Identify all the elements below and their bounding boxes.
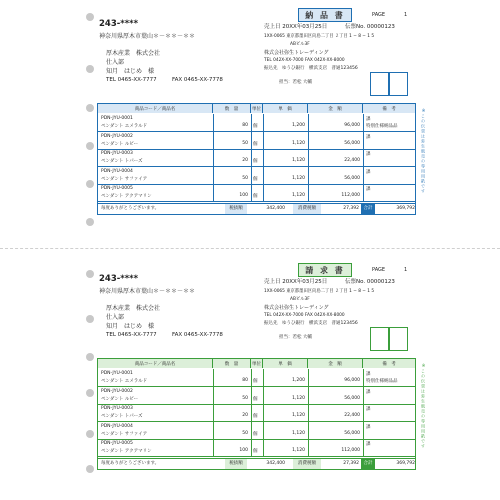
column-divider (251, 422, 252, 439)
column-divider (308, 369, 309, 386)
thanks-message: 毎度ありがとうございます。 (101, 206, 160, 211)
side-note: ※この伝票は弥生販売の専用用紙です (421, 108, 426, 194)
column-divider (308, 404, 309, 421)
stamp-box (370, 327, 389, 351)
tax-label: 消費税額 (293, 459, 321, 469)
item-name: ペンダント エメラルド (101, 379, 148, 384)
subtotal-value: 342,400 (266, 206, 285, 211)
column-divider (251, 404, 252, 421)
item-name: ペンダント ルビー (101, 141, 139, 147)
item-code: PDN-JYU-0005 (101, 186, 133, 191)
staff-name: 担当：若松 大輔 (279, 335, 312, 340)
item-name: ペンダント エメラルド (101, 124, 148, 129)
column-divider (213, 149, 214, 166)
item-unit: 個 (253, 159, 258, 164)
column-divider (363, 114, 364, 131)
side-note: ※この伝票は弥生販売の専用用紙です (421, 363, 426, 449)
column-divider (263, 167, 264, 184)
sender-bank: 振込先 ゆうひ銀行 横浜支店 普通123456 (264, 66, 358, 71)
subtotal-label: 税抜額 (225, 204, 247, 214)
item-unit: 個 (253, 414, 258, 419)
item-qty: 50 (242, 175, 248, 181)
tax-value: 27,392 (343, 206, 359, 211)
stamp-box (389, 72, 408, 96)
item-unit: 個 (253, 124, 258, 129)
item-code: PDN-JYU-0005 (101, 441, 133, 446)
stamp-box (370, 72, 389, 96)
sender-bank: 振込先 ゆうひ銀行 横浜支店 普通123456 (264, 321, 358, 326)
column-divider (308, 132, 309, 149)
item-note: 特別仕様納品品 (366, 379, 398, 384)
recipient-zip: 243-**** (99, 19, 139, 29)
item-price: 1,120 (292, 140, 305, 146)
table-row (98, 114, 415, 132)
table-row (98, 404, 415, 422)
item-name: ペンダント サファイア (101, 176, 148, 182)
item-unit: 個 (253, 396, 258, 402)
item-unit: 個 (253, 194, 258, 199)
item-price: 1,120 (292, 395, 305, 401)
column-divider (363, 369, 364, 386)
column-divider (213, 439, 214, 456)
item-amount: 96,000 (344, 123, 360, 128)
item-name: ペンダント アクアマリン (101, 194, 152, 199)
recipient-tel: TEL 0465-XX-7777 (106, 77, 157, 83)
item-code: PDN-JYU-0001 (101, 116, 133, 121)
sender-building: ABビル3F (290, 297, 310, 302)
column-divider (213, 132, 214, 149)
column-divider (251, 149, 252, 166)
column-divider (308, 149, 309, 166)
items-table (97, 103, 416, 215)
item-price: 1,120 (292, 193, 305, 198)
column-divider (213, 184, 214, 201)
summary-row (98, 203, 415, 214)
column-header: 数 量 (213, 359, 251, 368)
column-divider (213, 404, 214, 421)
column-divider (251, 167, 252, 184)
table-header (98, 359, 415, 368)
page-label: PAGE (372, 12, 386, 18)
item-code: PDN-JYU-0001 (101, 371, 133, 376)
item-amount: 112,000 (341, 193, 360, 198)
item-note: 特別仕様納品品 (366, 124, 398, 129)
item-amount: 22,400 (344, 158, 360, 163)
column-divider (263, 184, 264, 201)
item-qty: 20 (242, 413, 248, 418)
item-price: 1,120 (292, 158, 305, 163)
item-note-tax: 課 (366, 169, 371, 175)
sales-date: 売上日 20XX年03月25日 (264, 279, 328, 285)
page-label: PAGE (372, 267, 386, 273)
column-divider (363, 422, 364, 439)
column-divider (251, 114, 252, 131)
column-divider (263, 404, 264, 421)
recipient-company: 厚木産業 株式会社 (106, 50, 161, 57)
column-divider (263, 387, 264, 404)
slip-number: 伝票No. 00000123 (345, 24, 395, 30)
table-header (98, 104, 415, 113)
delivery-slip (0, 8, 500, 243)
item-qty: 80 (242, 378, 248, 383)
item-amount: 56,000 (344, 175, 360, 181)
item-code: PDN-JYU-0002 (101, 388, 133, 394)
column-header: 金 額 (308, 104, 363, 113)
item-name: ペンダント トパーズ (101, 159, 143, 164)
item-name: ペンダント トパーズ (101, 414, 143, 419)
item-unit: 個 (253, 141, 258, 147)
document-title: 納 品 書 (298, 8, 352, 22)
column-header: 商品コード／商品名 (98, 104, 213, 113)
item-unit: 個 (253, 379, 258, 384)
column-header: 単位 (251, 359, 263, 368)
recipient-fax: FAX 0465-XX-7778 (172, 77, 223, 83)
stamp-boxes (370, 72, 408, 96)
item-unit: 個 (253, 431, 258, 437)
sender-company: 株式会社弥生トレーディング (264, 305, 329, 311)
item-qty: 50 (242, 430, 248, 436)
thanks-message: 毎度ありがとうございます。 (101, 461, 160, 466)
column-divider (308, 184, 309, 201)
item-price: 1,200 (292, 123, 305, 128)
item-price: 1,200 (292, 378, 305, 383)
column-divider (263, 439, 264, 456)
column-divider (263, 369, 264, 386)
recipient-person: 知月 はじめ 様 (106, 323, 155, 330)
recipient-tel: TEL 0465-XX-7777 (106, 332, 157, 338)
tax-value: 27,392 (343, 461, 359, 466)
item-amount: 56,000 (344, 140, 360, 146)
column-divider (251, 439, 252, 456)
sender-company: 株式会社弥生トレーディング (264, 50, 329, 56)
sender-tel-fax: TEL 042X-XX-7000 FAX 042X-XX-8000 (264, 58, 345, 63)
column-divider (251, 387, 252, 404)
column-divider (308, 439, 309, 456)
column-divider (251, 184, 252, 201)
recipient-address: 神奈川県厚木市葉山＊－＊＊－＊＊ (99, 288, 196, 295)
column-divider (308, 387, 309, 404)
recipient-person: 知月 はじめ 様 (106, 68, 155, 75)
stamp-box (389, 327, 408, 351)
item-qty: 50 (242, 395, 248, 401)
recipient-zip: 243-**** (99, 274, 139, 284)
item-amount: 22,400 (344, 413, 360, 418)
column-divider (251, 369, 252, 386)
item-qty: 20 (242, 158, 248, 163)
item-code: PDN-JYU-0003 (101, 151, 133, 156)
staff-name: 担当：若松 大輔 (279, 80, 312, 85)
item-note-tax: 課 (366, 442, 371, 447)
table-row (98, 132, 415, 150)
item-qty: 50 (242, 140, 248, 146)
recipient-department: 仕入部 (106, 314, 125, 321)
sender-building: ABビル3F (290, 42, 310, 47)
table-row (98, 184, 415, 202)
item-price: 1,120 (292, 430, 305, 436)
column-header: 備 考 (382, 361, 396, 367)
recipient-company: 厚木産業 株式会社 (106, 305, 161, 312)
column-divider (308, 167, 309, 184)
table-row (98, 167, 415, 185)
subtotal-value: 342,400 (266, 461, 285, 466)
total-value: 369,792 (396, 206, 415, 211)
table-row (98, 149, 415, 167)
sender-tel-fax: TEL 042X-XX-7000 FAX 042X-XX-8000 (264, 313, 345, 318)
item-code: PDN-JYU-0002 (101, 133, 133, 139)
column-divider (363, 149, 364, 166)
column-divider (251, 132, 252, 149)
item-note-tax: 課 (366, 424, 371, 430)
item-code: PDN-JYU-0004 (101, 423, 133, 429)
item-amount: 56,000 (344, 430, 360, 436)
total-label: 合計 (361, 204, 375, 214)
page-number: 1 (404, 267, 408, 273)
column-divider (363, 132, 364, 149)
sales-date: 売上日 20XX年03月25日 (264, 24, 328, 30)
sender-address: 1XX-0065 東京都墨田区向島二丁目 ２丁目 1 − 8 − 1 5 (264, 34, 375, 39)
column-divider (363, 404, 364, 421)
column-divider (363, 167, 364, 184)
column-header: 備 考 (382, 106, 396, 112)
item-price: 1,120 (292, 448, 305, 453)
sender-address: 1XX-0065 東京都墨田区向島二丁目 ２丁目 1 − 8 − 1 5 (264, 289, 375, 294)
item-unit: 個 (253, 176, 258, 182)
column-divider (213, 422, 214, 439)
table-row (98, 369, 415, 387)
recipient-department: 仕入部 (106, 59, 125, 66)
page-number: 1 (404, 12, 408, 18)
perforation-line (0, 248, 500, 249)
column-divider (263, 132, 264, 149)
column-divider (363, 439, 364, 456)
column-header: 金 額 (308, 359, 363, 368)
item-note-tax: 課 (366, 117, 371, 122)
column-divider (213, 114, 214, 131)
stamp-boxes (370, 327, 408, 351)
item-note-tax: 課 (366, 389, 371, 395)
recipient-fax: FAX 0465-XX-7778 (172, 332, 223, 338)
item-note-tax: 課 (366, 134, 371, 140)
subtotal-label: 税抜額 (225, 459, 247, 469)
column-divider (363, 387, 364, 404)
item-amount: 96,000 (344, 378, 360, 383)
column-divider (263, 149, 264, 166)
table-row (98, 422, 415, 440)
item-unit: 個 (253, 449, 258, 454)
item-note-tax: 課 (366, 372, 371, 377)
column-divider (213, 369, 214, 386)
items-table (97, 358, 416, 470)
item-note-tax: 課 (366, 407, 371, 412)
item-code: PDN-JYU-0004 (101, 168, 133, 174)
item-qty: 100 (239, 193, 248, 198)
column-header: 商品コード／商品名 (98, 359, 213, 368)
table-row (98, 439, 415, 457)
slip-number: 伝票No. 00000123 (345, 279, 395, 285)
column-divider (308, 114, 309, 131)
item-qty: 100 (239, 448, 248, 453)
item-name: ペンダント ルビー (101, 396, 139, 402)
column-divider (263, 422, 264, 439)
item-note-tax: 課 (366, 187, 371, 192)
column-header: 単位 (251, 104, 263, 113)
column-divider (213, 167, 214, 184)
column-divider (308, 422, 309, 439)
column-header: 単 価 (263, 104, 308, 113)
summary-row (98, 458, 415, 469)
item-price: 1,120 (292, 175, 305, 181)
invoice-slip (0, 263, 500, 498)
total-value: 369,792 (396, 461, 415, 466)
column-header: 単 価 (263, 359, 308, 368)
item-name: ペンダント アクアマリン (101, 449, 152, 454)
column-divider (363, 184, 364, 201)
column-divider (213, 387, 214, 404)
item-amount: 56,000 (344, 395, 360, 401)
item-note-tax: 課 (366, 152, 371, 157)
item-amount: 112,000 (341, 448, 360, 453)
recipient-address: 神奈川県厚木市葉山＊－＊＊－＊＊ (99, 33, 196, 40)
total-label: 合計 (361, 459, 375, 469)
column-header: 数 量 (213, 104, 251, 113)
item-code: PDN-JYU-0003 (101, 406, 133, 411)
item-qty: 80 (242, 123, 248, 128)
item-name: ペンダント サファイア (101, 431, 148, 437)
tax-label: 消費税額 (293, 204, 321, 214)
item-price: 1,120 (292, 413, 305, 418)
document-title: 請 求 書 (298, 263, 352, 277)
table-row (98, 387, 415, 405)
column-divider (263, 114, 264, 131)
